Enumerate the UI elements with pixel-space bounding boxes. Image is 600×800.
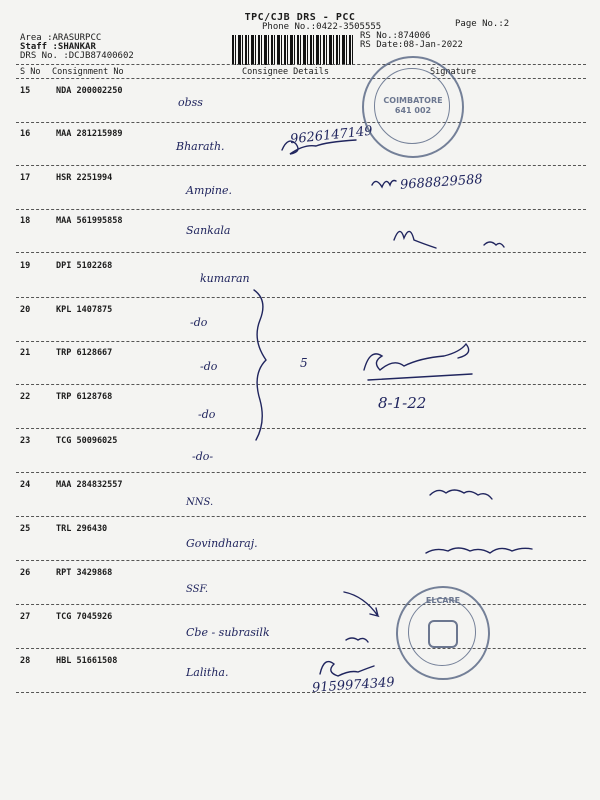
area-field: Area :ARASURPCC [20, 33, 102, 43]
row-sno: 24 [20, 480, 31, 490]
handwritten-phone: 9688829588 [399, 172, 484, 193]
row-consignment: NDA 200002250 [56, 86, 123, 96]
handwritten-note: -do [198, 408, 216, 421]
row-consignment: MAA 281215989 [56, 129, 123, 139]
handwritten-note: -do [200, 360, 218, 373]
handwritten-date: 8-1-22 [378, 394, 427, 412]
handwritten-note: kumaran [200, 272, 250, 285]
handwritten-note: SSF. [186, 584, 209, 595]
row-consignment: RPT 3429868 [56, 568, 113, 578]
row-consignment: HSR 2251994 [56, 173, 113, 183]
column-signature: Signature [430, 67, 477, 77]
handwritten-phone: 9159974349 [311, 675, 396, 696]
handwritten-note: Ampine. [186, 184, 233, 197]
row-sno: 27 [20, 612, 31, 622]
row-consignment: TRL 296430 [56, 524, 108, 534]
handwritten-note: Bharath. [176, 140, 225, 153]
row-consignment: HBL 51661508 [56, 656, 118, 666]
handwritten-note: Sankala [186, 224, 231, 237]
row-consignment: TRP 6128667 [56, 348, 113, 358]
handwritten-note: -do [190, 316, 208, 329]
handwritten-note: Govindharaj. [186, 537, 258, 550]
row-sno: 19 [20, 261, 31, 271]
handwritten-note: -do- [192, 450, 214, 463]
phone-number: Phone No.:0422-3505555 [262, 22, 382, 32]
row-consignment: MAA 284832557 [56, 480, 123, 490]
row-consignment: DPI 5102268 [56, 261, 113, 271]
row-consignment: KPL 1407875 [56, 305, 113, 315]
rs-date: RS Date:08-Jan-2022 [360, 40, 463, 50]
stamp-text: COIMBATORE 641 002 [383, 96, 443, 115]
post-office-stamp [362, 56, 464, 158]
staff-field: Staff :SHANKAR [20, 42, 96, 52]
company-stamp [396, 586, 490, 680]
row-sno: 16 [20, 129, 31, 139]
handwritten-phone: 9626147149 [289, 123, 374, 148]
row-consignment: MAA 561995858 [56, 216, 123, 226]
row-sno: 26 [20, 568, 31, 578]
row-sno: 28 [20, 656, 31, 666]
row-sno: 15 [20, 86, 31, 96]
handwritten-note: NNS. [186, 497, 214, 508]
row-consignment: TCG 7045926 [56, 612, 113, 622]
handwritten-note: Cbe - subrasilk [186, 626, 270, 639]
stamp-emblem-icon [428, 620, 458, 648]
row-sno: 17 [20, 173, 31, 183]
handwritten-note: obss [178, 96, 203, 109]
column-consignee-details: Consignee Details [242, 67, 329, 77]
row-sno: 22 [20, 392, 31, 402]
row-sno: 23 [20, 436, 31, 446]
drs-number: DRS No. :DCJB87400602 [20, 51, 134, 61]
row-sno: 21 [20, 348, 31, 358]
column-consignment: Consignment No [52, 67, 124, 77]
sheet-title: TPC/CJB DRS - PCC [244, 12, 356, 23]
row-consignment: TRP 6128768 [56, 392, 113, 402]
rs-number: RS No.:874006 [360, 31, 431, 41]
page-number: Page No.:2 [455, 19, 510, 29]
column-sno: S No [20, 67, 41, 77]
handwritten-count: 5 [300, 356, 308, 370]
stamp-text: ELCARE [425, 596, 461, 605]
handwritten-note: Lalitha. [186, 666, 229, 679]
row-sno: 18 [20, 216, 31, 226]
row-sno: 20 [20, 305, 31, 315]
row-sno: 25 [20, 524, 31, 534]
row-consignment: TCG 50096025 [56, 436, 118, 446]
